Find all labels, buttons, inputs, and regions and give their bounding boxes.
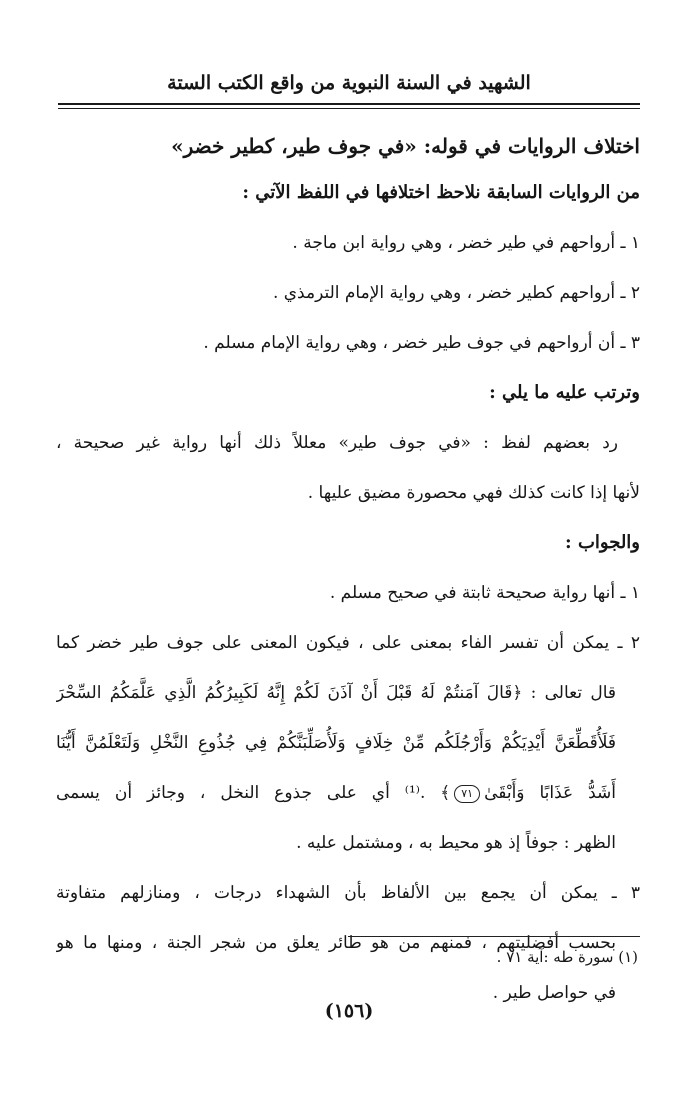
footnote-rule [348,936,640,937]
list-item: ٣ ـ أن أرواحهم في جوف طير خضر ، وهي رواية الإمام مسلم . [203,333,640,353]
subheading: وترتب عليه ما يلي : [489,382,640,403]
list-item: ٢ ـ أرواحهم كطير خضر ، وهي رواية الإمام الترمذي . [272,283,640,303]
text-line: لأنها إذا كانت كذلك فهي محصورة مضيق عليها . [307,483,640,503]
text-line: من الروايات السابقة نلاحظ اختلافها في اللفظ الآتي : [242,182,640,203]
verse-number-badge: ٧١ [454,785,480,803]
quran-verse-line: فَلَأُقَطِّعَنَّ أَيْدِيَكُمْ وَأَرْجُلَكُم مِّنْ خِلَافٍ وَلَأُصَلِّبَنَّكُمْ فِي جُذُوعِ النَّخْلِ وَلَتَعْلَمُنَّ أَيُّنَا [56,733,616,753]
text-line: في حواصل طير . [492,983,616,1003]
quran-verse-line [56,768,640,818]
footnote: (١) سورة طه :آية ٧١ . [496,948,638,966]
running-header: الشهيد في السنة النبوية من واقع الكتب الستة [167,72,531,94]
text-line: رد بعضهم لفظ : «في جوف طير» معللاً ذلك أنها رواية غير صحيحة ، [56,433,618,453]
quran-verse-end: أَشَدُّ عَذَابًا وَأَبْقَىٰ [484,783,616,803]
list-item: ١ ـ أرواحهم في طير خضر ، وهي رواية ابن ماجة . [292,233,640,253]
list-item: ٢ ـ يمكن أن تفسر الفاء بمعنى على ، فيكون المعنى على جوف طير خضر كما [56,633,640,653]
list-item: ٣ ـ يمكن أن يجمع بين الألفاظ بأن الشهداء درجات ، ومنازلهم متفاوتة [56,883,640,903]
header-rule-thin [58,108,640,109]
header-rule-thick [58,103,640,105]
section-title: اختلاف الروايات في قوله: «في جوف طير، كطير خضر» [171,134,640,158]
verse-continuation: ﴾ .⁽¹⁾ أي على جذوع النخل ، وجائز أن يسمى [56,783,451,803]
text-line: الظهر : جوفاً إذ هو محيط به ، ومشتمل عليه . [296,833,616,853]
quran-verse-line: قال تعالى : ﴿قَالَ آمَنتُمْ لَهُ قَبْلَ أَنْ آذَنَ لَكُمْ إِنَّهُ لَكَبِيرُكُمُ الَّذِي عَلَّمَكُمُ السِّحْرَ [56,683,616,703]
text-line: بحسب أفضليتهم ، فمنهم من هو طائر يعلق من شجر الجنة ، ومنها ما هو [56,933,616,953]
page-number: (١٥٦) [324,1000,374,1022]
list-item: ١ ـ أنها رواية صحيحة ثابتة في صحيح مسلم . [329,583,640,603]
subheading: والجواب : [565,532,640,553]
page-body [56,124,640,1018]
